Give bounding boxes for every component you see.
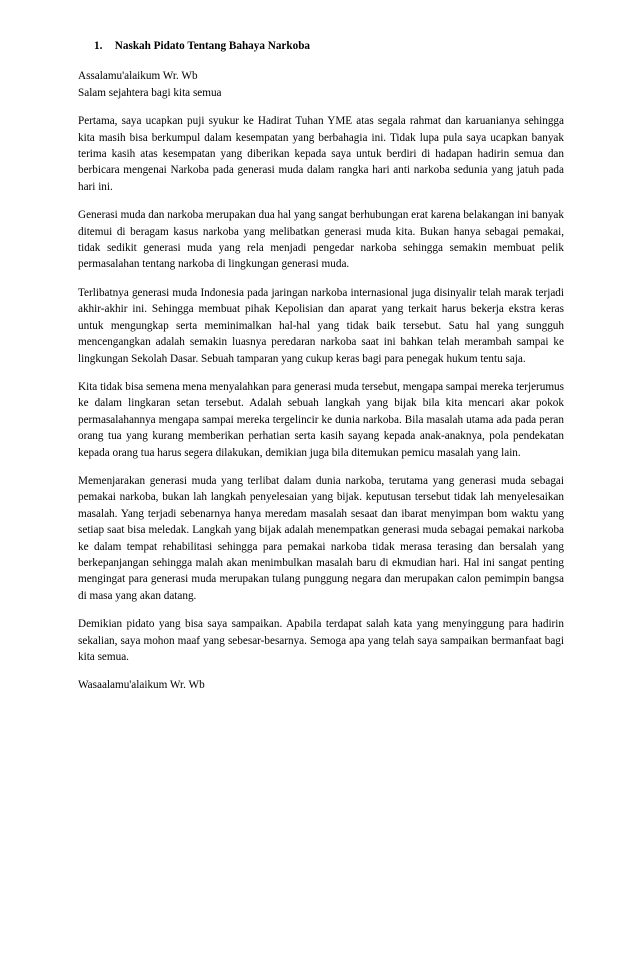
document-page bbox=[78, 38, 564, 694]
opening-greeting bbox=[78, 68, 564, 101]
paragraph-1: Pertama, saya ucapkan puji syukur ke Hadirat Tuhan YME atas segala rahmat dan karuanianya sehingga kita masih bisa berkumpul dalam kesempatan yang berbahagia ini. Tidak lupa pula saya ucapkan banyak terima kasih atas kesempatan yang diberikan kepada saya untuk berdiri di hadapan hadirin semua dan berbicara mengenai Narkoba pada generasi muda dalam rangka hari anti narkoba sedunia yang jatuh pada hari ini. bbox=[78, 115, 564, 193]
heading-title: Naskah Pidato Tentang Bahaya Narkoba bbox=[114, 40, 311, 52]
heading-number: 1. bbox=[94, 40, 103, 52]
paragraph-2: Generasi muda dan narkoba merupakan dua hal yang sangat berhubungan erat karena belakangan ini banyak ditemui di beragam kasus narkoba yang melibatkan generasi muda kita. Bukan hanya sebagai pemakai, tidak sedikit generasi muda yang rela menjadi pengedar narkoba sehingga semakin membuat pelik permasalahan tentang narkoba di lingkungan generasi muda. bbox=[78, 209, 564, 271]
greeting-line-1: Assalamu'alaikum Wr. Wb bbox=[78, 70, 198, 83]
paragraph-4: Kita tidak bisa semena mena menyalahkan para generasi muda tersebut, mengapa sampai mereka terjerumus ke dalam lingkaran setan tersebut. Adalah sebuah langkah yang bijak bila kita mencari akar pokok permasalahannya mengapa sampai mereka tergelincir ke dunia narkoba. Bila masalah utama ada pada peran orang tua yang kurang memberikan perhatian serta kasih sayang kepada anak-anaknya, pola pendekatan kepada orang tua harus segera dilakukan, demikian juga bila ditemukan pemicu masalah yang lain. bbox=[78, 380, 564, 459]
greeting-line-2: Salam sejahtera bagi kita semua bbox=[78, 86, 222, 99]
closing-greeting: Wasaalamu'alaikum Wr. Wb bbox=[78, 679, 205, 692]
paragraph-6: Demikian pidato yang bisa saya sampaikan. Apabila terdapat salah kata yang menyinggung para hadirin sekalian, saya mohon maaf yang sebesar-besarnya. Semoga apa yang telah saya sampaikan bermanfaat bagi kita semua. bbox=[78, 618, 564, 663]
document-heading bbox=[78, 38, 564, 54]
paragraph-5: Memenjarakan generasi muda yang terlibat dalam dunia narkoba, terutama yang generasi muda sebagai pemakai narkoba, bukan lah langkah penyelesaian yang bijak. keputusan tersebut tidak lah menyelesaikan masalah. Yang terjadi sebenarnya hanya meredam masalah sesaat dan ibarat menyimpan bom waktu yang setiap saat bisa meledak. Langkah yang bijak adalah menempatkan generasi muda sebagai pemakai narkoba ke dalam tempat rehabilitasi sehingga para pemakai narkoba tidak merasa terasing dan bersalah yang berkepanjangan sehingga malah akan menimbulkan masalah baru di ekmudian hari. Hal ini sangat penting mengingat para generasi muda merupakan tulang punggung negara dan merupakan calon pemimpin bangsa di masa yang akan datang. bbox=[78, 474, 564, 602]
paragraph-3: Terlibatnya generasi muda Indonesia pada jaringan narkoba internasional juga disinyalir telah marak terjadi akhir-akhir ini. Sehingga membuat pihak Kepolisian dan aparat yang terkait harus bekerja ekstra keras untuk mengungkap serta meminimalkan hal-hal yang tidak baik tersebut. Satu hal yang sungguh mencengangkan adalah semakin luasnya peredaran narkoba saat ini bahkan telah merambah sampai ke lingkungan Sekolah Dasar. Sebuah tamparan yang cukup keras bagi para penegak hukum tentu saja. bbox=[78, 286, 564, 365]
